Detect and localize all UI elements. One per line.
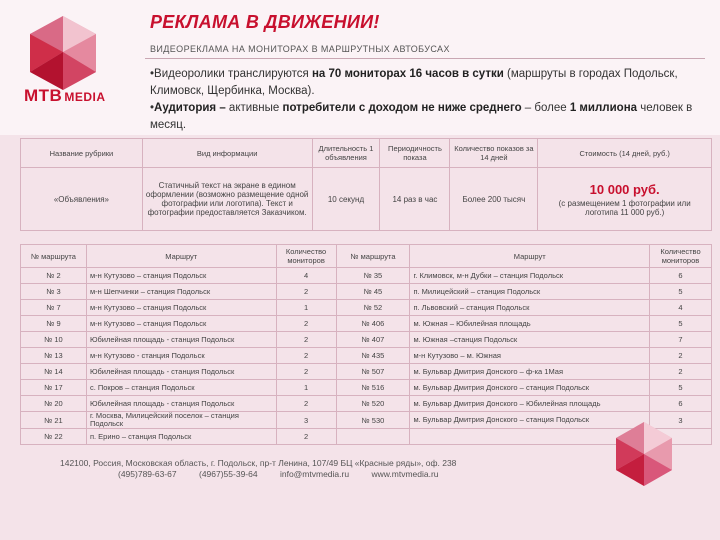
route-name-cell: с. Покров – станция Подольск [86, 380, 276, 396]
route-name-cell: г. Климовск, м-н Дубки – станция Подольск [410, 268, 650, 284]
monitor-count-cell: 2 [276, 348, 336, 364]
footer-contacts [60, 458, 660, 480]
route-name-cell: м-н Кутузово – станция Подольск [86, 300, 276, 316]
monitor-count-cell: 1 [276, 300, 336, 316]
route-number-cell: № 3 [21, 284, 87, 300]
route-name-cell: м-н Шепчинки – станция Подольск [86, 284, 276, 300]
header-cell: Длительность 1 объявления [312, 139, 380, 168]
pricing-table [20, 138, 712, 231]
monitor-count-cell: 3 [649, 412, 711, 429]
duration-cell: 10 секунд [312, 168, 380, 231]
monitor-count-cell: 6 [649, 396, 711, 412]
header-cell: Стоимость (14 дней, руб.) [538, 139, 712, 168]
route-name-cell: п. Ерино – станция Подольск [86, 429, 276, 445]
route-name-cell: Юбилейная площадь - станция Подольск [86, 396, 276, 412]
monitor-count-cell: 5 [649, 284, 711, 300]
logo-gem-icon [28, 14, 98, 92]
monitor-count-cell: 3 [276, 412, 336, 429]
bullet-item [150, 100, 710, 134]
route-number-cell: № 406 [336, 316, 410, 332]
table-row [21, 396, 712, 412]
route-number-cell: № 45 [336, 284, 410, 300]
header-cell: Периодичность показа [380, 139, 450, 168]
route-number-cell: № 52 [336, 300, 410, 316]
monitor-count-cell: 1 [276, 380, 336, 396]
footer-phone: (495)789-63-67 [118, 469, 177, 479]
footer-address: 142100, Россия, Московская область, г. Подольск, пр-т Ленина, 107/49 БЦ «Красные ряды», оф. 238 [60, 458, 457, 468]
monitor-count-cell: 6 [649, 268, 711, 284]
route-number-cell: № 516 [336, 380, 410, 396]
header-divider [145, 58, 705, 59]
price-note: (с размещением 1 фотографии или логотипа 11 000 руб.) [558, 198, 691, 217]
table-row [21, 412, 712, 429]
route-name-cell: м. Бульвар Дмитрия Донского – Юбилейная площадь [410, 396, 650, 412]
shows-cell: Более 200 тысяч [450, 168, 538, 231]
table-row [21, 380, 712, 396]
monitor-count-cell: 2 [276, 332, 336, 348]
monitor-count-cell: 2 [276, 396, 336, 412]
route-number-cell: № 530 [336, 412, 410, 429]
header-cell: Маршрут [410, 245, 650, 268]
route-name-cell: м. Южная –станция Подольск [410, 332, 650, 348]
price-cell [538, 168, 712, 231]
bullet-text: •Видеоролики транслируются [150, 68, 312, 80]
route-number-cell: № 507 [336, 364, 410, 380]
route-name-cell: м. Бульвар Дмитрия Донского – станция Подольск [410, 380, 650, 396]
route-name-cell: м-н Кутузово - станция Подольск [86, 348, 276, 364]
route-name-cell: Юбилейная площадь - станция Подольск [86, 332, 276, 348]
rubric-cell: «Объявления» [21, 168, 143, 231]
logo-media: MEDIA [64, 90, 106, 104]
page-title: РЕКЛАМА В ДВИЖЕНИИ! [150, 12, 380, 32]
header-cell: Название рубрики [21, 139, 143, 168]
footer-phone: (4967)55-39-64 [198, 469, 258, 479]
bullet-bold: 1 миллиона [569, 102, 638, 114]
header-cell: Количество мониторов [276, 245, 336, 268]
monitor-count-cell: 5 [649, 380, 711, 396]
route-number-cell: № 407 [336, 332, 410, 348]
route-number-cell: № 435 [336, 348, 410, 364]
logo-wordmark [24, 86, 106, 106]
route-number-cell: № 9 [21, 316, 87, 332]
route-number-cell: № 22 [21, 429, 87, 445]
route-number-cell: № 14 [21, 364, 87, 380]
route-name-cell: м-н Кутузово – станция Подольск [86, 316, 276, 332]
monitor-count-cell: 2 [276, 316, 336, 332]
bullet-text: активные [228, 102, 283, 114]
bullet-item [150, 66, 710, 100]
route-name-cell: п. Львовский – станция Подольск [410, 300, 650, 316]
header-cell: № маршрута [336, 245, 410, 268]
monitor-count-cell: 2 [649, 364, 711, 380]
footer-email[interactable]: info@mtvmedia.ru [279, 469, 350, 479]
bullet-bold: на 70 мониторах 16 часов в сутки [311, 68, 504, 80]
routes-table [20, 244, 712, 445]
logo-brand: МТВ [24, 86, 63, 105]
page-subtitle: ВИДЕОРЕКЛАМА НА МОНИТОРАХ В МАРШРУТНЫХ АВТОБУСАХ [150, 44, 450, 54]
monitor-count-cell: 4 [649, 300, 711, 316]
monitor-count-cell: 5 [649, 316, 711, 332]
bullet-bold: потребители с доходом не ниже среднего [282, 102, 522, 114]
table-row [21, 332, 712, 348]
route-number-cell: № 21 [21, 412, 87, 429]
pricing-row [21, 168, 712, 231]
route-number-cell: № 35 [336, 268, 410, 284]
header-cell: Маршрут [86, 245, 276, 268]
monitor-count-cell: 2 [276, 284, 336, 300]
route-name-cell: м. Бульвар Дмитрия Донского – станция Подольск [410, 412, 650, 429]
bullet-list [150, 66, 710, 134]
monitor-count-cell: 4 [276, 268, 336, 284]
route-number-cell: № 13 [21, 348, 87, 364]
route-number-cell: № 17 [21, 380, 87, 396]
table-row [21, 364, 712, 380]
monitor-count-cell: 7 [649, 332, 711, 348]
monitor-count-cell: 2 [276, 429, 336, 445]
footer-contact-line [60, 469, 660, 480]
table-row [21, 316, 712, 332]
pricing-header-row [21, 139, 712, 168]
monitor-count-cell: 2 [649, 348, 711, 364]
table-row [21, 300, 712, 316]
route-name-cell: п. Милицейский – станция Подольск [410, 284, 650, 300]
route-name-cell: м-н Кутузово – м. Южная [410, 348, 650, 364]
route-name-cell: м-н Кутузово – станция Подольск [86, 268, 276, 284]
bullet-text: человек в месяц. [150, 102, 693, 131]
route-number-cell: № 7 [21, 300, 87, 316]
route-number-cell: № 20 [21, 396, 87, 412]
info-cell: Статичный текст на экране в едином оформлении (возможно размещение одной фотографии или логотипа). Текст и фотографии предоставляется Заказчиком. [142, 168, 312, 231]
route-number-cell: № 2 [21, 268, 87, 284]
table-row [21, 284, 712, 300]
footer-website[interactable]: www.mtvmedia.ru [371, 469, 439, 479]
routes-header-row [21, 245, 712, 268]
frequency-cell: 14 раз в час [380, 168, 450, 231]
route-number-cell [336, 429, 410, 445]
route-number-cell: № 520 [336, 396, 410, 412]
header-cell: Вид информации [142, 139, 312, 168]
bullet-text: (маршруты в городах Подольск, Климовск, Щербинка, Москва). [150, 68, 678, 97]
header-cell: Количество показов за 14 дней [450, 139, 538, 168]
monitor-count-cell: 2 [276, 364, 336, 380]
table-row [21, 348, 712, 364]
price-value: 10 000 руб. [589, 181, 660, 197]
route-number-cell: № 10 [21, 332, 87, 348]
header-cell: № маршрута [21, 245, 87, 268]
header-cell: Количество мониторов [649, 245, 711, 268]
route-name-cell: г. Москва, Милицейский поселок – станция Подольск [86, 412, 276, 429]
bullet-text: • [150, 102, 155, 114]
route-name-cell: Юбилейная площадь - станция Подольск [86, 364, 276, 380]
route-name-cell: м. Бульвар Дмитрия Донского – ф-ка 1Мая [410, 364, 650, 380]
table-row [21, 429, 712, 445]
bullet-bold: Аудитория – [154, 102, 229, 114]
bullet-text: – более [521, 102, 570, 114]
route-name-cell: м. Южная – Юбилейная площадь [410, 316, 650, 332]
table-row [21, 268, 712, 284]
